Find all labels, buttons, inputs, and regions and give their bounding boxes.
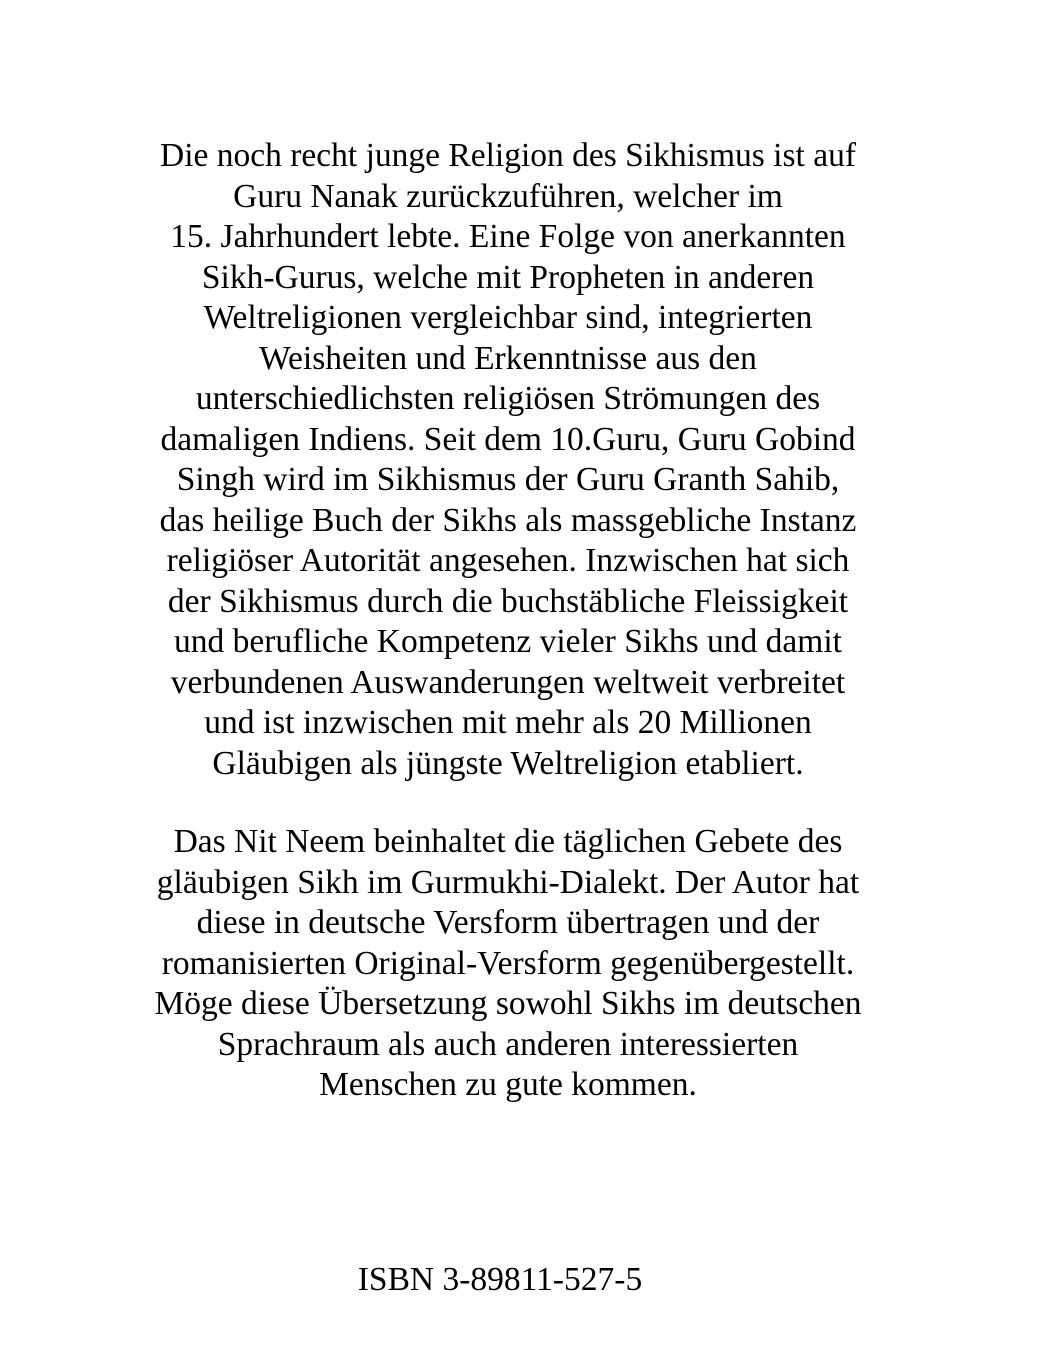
text-line: religiöser Autorität angesehen. Inzwischen hat sich: [166, 542, 850, 579]
text-line: das heilige Buch der Sikhs als massgebliche Instanz: [159, 501, 857, 539]
text-line: verbundenen Auswanderungen weltweit verbreitet: [170, 663, 846, 701]
text-line: Die noch recht junge Religion des Sikhismus ist auf: [160, 137, 856, 174]
text-line: damaligen Indiens. Seit dem 10.Guru, Guru Gobind: [160, 420, 856, 458]
text-line: Möge diese Übersetzung sowohl Sikhs im deutschen: [154, 985, 862, 1022]
text-line: der Sikhismus durch die buchstäbliche Fleissigkeit: [167, 582, 849, 620]
text-line: und ist inzwischen mit mehr als 20 Millionen: [204, 704, 812, 741]
description-paragraph-2: [100, 822, 916, 1106]
text-line: romanisierten Original-Versform gegenübergestellt.: [161, 944, 855, 982]
text-line: diese in deutsche Versform übertragen und der: [196, 904, 820, 941]
text-line: und berufliche Kompetenz vieler Sikhs und damit: [174, 623, 842, 660]
text-line: Weisheiten und Erkenntnisse aus den: [259, 339, 757, 377]
text-line: Sikh-Gurus, welche mit Propheten in anderen: [201, 258, 815, 296]
text-line: unterschiedlichsten religiösen Strömungen des: [195, 380, 821, 417]
description-paragraph-1: [100, 136, 916, 784]
text-line: Singh wird im Sikhismus der Guru Granth Sahib,: [176, 461, 840, 498]
text-line: Weltreligionen vergleichbar sind, integrierten: [203, 299, 813, 336]
text-line: Guru Nanak zurückzuführen, welcher im: [233, 177, 783, 215]
text-line: Menschen zu gute kommen.: [319, 1066, 697, 1103]
text-line: 15. Jahrhundert lebte. Eine Folge von anerkannten: [170, 218, 846, 255]
text-line: gläubigen Sikh im Gurmukhi-Dialekt. Der Autor hat: [156, 863, 860, 901]
text-line: Gläubigen als jüngste Weltreligion etabliert.: [212, 744, 804, 782]
isbn-number: ISBN 3-89811-527-5: [357, 1261, 643, 1298]
text-line: Das Nit Neem beinhaltet die täglichen Gebete des: [173, 823, 843, 860]
text-line: Sprachraum als auch anderen interessierten: [217, 1025, 799, 1063]
